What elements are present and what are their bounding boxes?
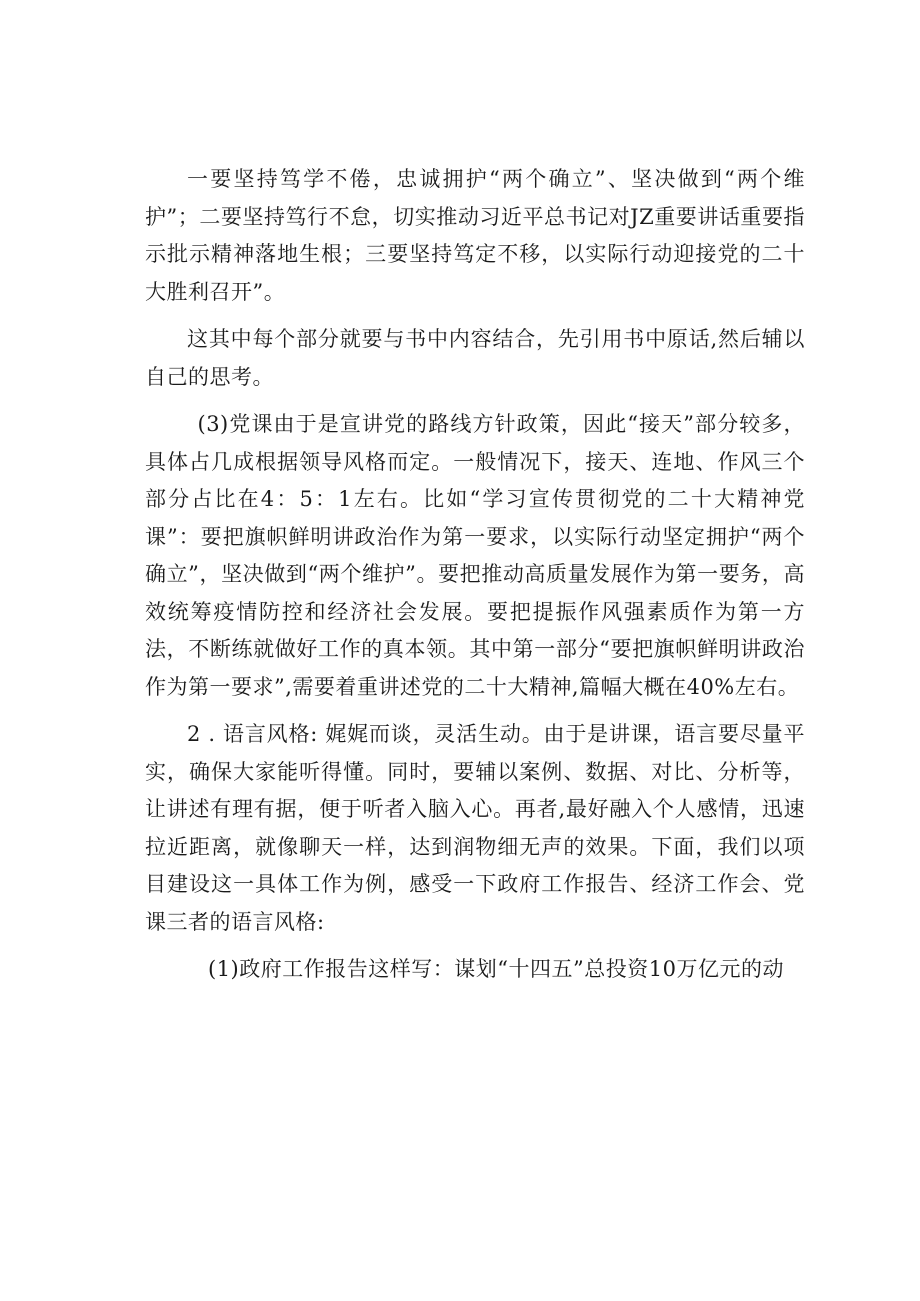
paragraph-language-style: 2 . 语言风格: 娓娓而谈，灵活生动。由于是讲课，语言要尽量平实，确保大家能听得懂。同时，要辅以案例、数据、对比、分析等，让讲述有理有据，便于听者入脑入心。再者,最好融入个人感情，迅速拉近距离，就像聊天一样，达到润物细无声的效果。下面，我们以项目建设这一具体工作为例，感受一下政府工作报告、经济工作会、党课三者的语言风格: [145, 722, 805, 934]
document-body [145, 161, 805, 999]
paragraph-party-lesson-ratio: (3)党课由于是宣讲党的路线方针政策，因此“接天”部分较多，具体占几成根据领导风格而定。一般情况下，接天、连地、作风三个部分占比在4：5：1左右。比如“学习宣传贯彻党的二十大精神党课”：要把旗帜鲜明讲政治作为第一要求，以实际行动坚定拥护“两个确立”，坚决做到“两个维护”。要把推动高质量发展作为第一要务，高效统筹疫情防控和经济社会发展。要把提振作风强素质作为第一方法，不断练就做好工作的真本领。其中第一部分“要把旗帜鲜明讲政治作为第一要求”,需要着重讲述党的二十大精神,篇幅大概在40%左右。 [145, 412, 805, 699]
paragraph-combine-book: 这其中每个部分就要与书中内容结合，先引用书中原话,然后辅以自己的思考。 [145, 327, 805, 389]
paragraph-government-report: (1)政府工作报告这样写：谋划“十四五”总投资10万亿元的动 [208, 957, 784, 981]
paragraph-requirements: 一要坚持笃学不倦，忠诚拥护“两个确立”、坚决做到“两个维护”；二要坚持笃行不怠，切实推动习近平总书记对JZ重要讲话重要指示批示精神落地生根；三要坚持笃定不移，以实际行动迎接党的二十大胜利召开”。 [145, 167, 805, 304]
